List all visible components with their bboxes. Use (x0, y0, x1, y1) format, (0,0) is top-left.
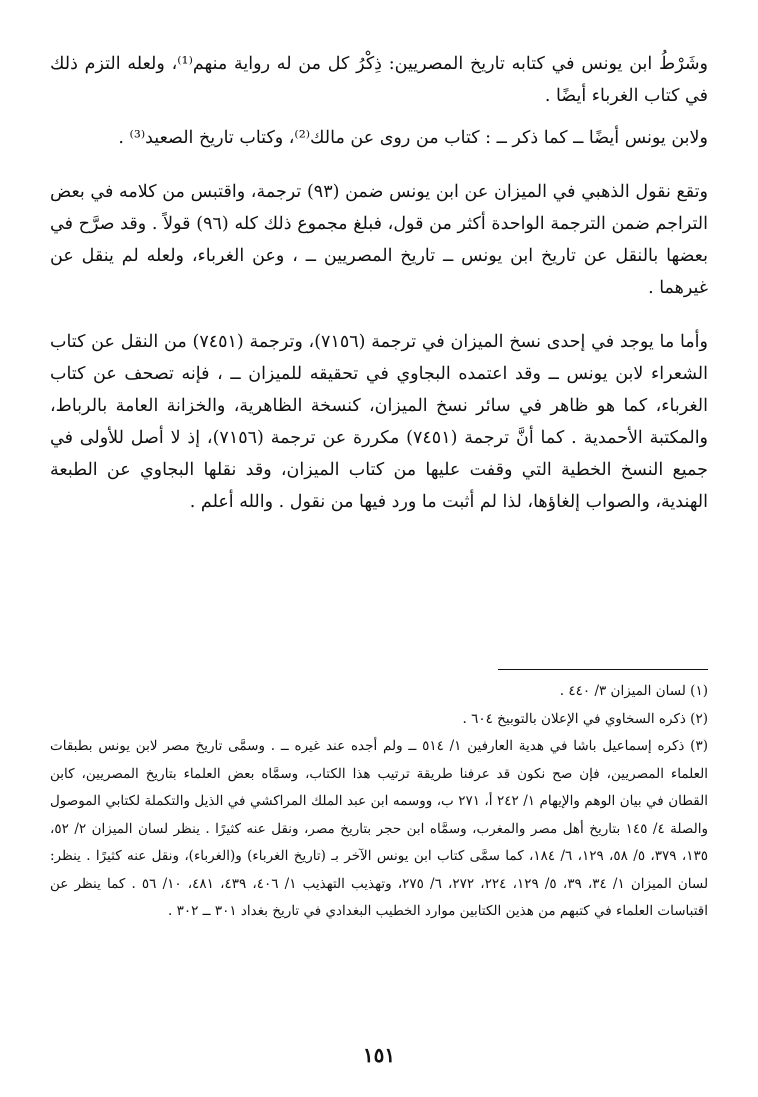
paragraph-4: وأما ما يوجد في إحدى نسخ الميزان في ترجمة (٧١٥٦)، وترجمة (٧٤٥١) من النقل عن كتاب الشعراء لابن يونس ــ وقد اعتمده البجاوي في تحقيقه للميزان ــ ، فإنه تصحف عن كتاب الغرباء، كما هو ظاهر في سائر نسخ الميزان، كنسخة الظاهرية، والخزانة العامة بالرباط، والمكتبة الأحمدية . كما أنَّ ترجمة (٧٤٥١) مكررة عن ترجمة (٧١٥٦)، إذ لا أصل للأولى في جميع النسخ الخطية التي وقفت عليها من كتاب الميزان، وقد نقلها البجاوي عن الطبعة الهندية، والصواب إلغاؤها، لذا لم أثبت ما ورد فيها من نقول . والله أعلم . (50, 332, 709, 512)
paragraph-3: وتقع نقول الذهبي في الميزان عن ابن يونس ضمن (٩٣) ترجمة، واقتبس من كلامه في بعض التراجم ضمن الترجمة الواحدة أكثر من قول، فبلغ مجموع ذلك كله (٩٦) قولاً . وقد صرَّح في بعضها بالنقل عن تاريخ ابن يونس ــ تاريخ المصريين ــ ، وعن الغرباء، ولعله لم ينقل عن غيرهما . (50, 182, 708, 298)
paragraph-1: وشَرْطُ ابن يونس في كتابه تاريخ المصريين: ذِكْرُ كل من له رواية منهم⁽¹⁾، ولعله التزم ذلك في كتاب الغرباء أيضًا . (50, 54, 709, 106)
main-text (50, 48, 708, 518)
page-number: ١٥١ (362, 1043, 396, 1067)
paragraph-2: ولابن يونس أيضًا ــ كما ذكر ــ : كتاب من روى عن مالك⁽²⁾، وكتاب تاريخ الصعيد⁽³⁾ . (118, 128, 708, 148)
footnote-separator (498, 669, 708, 670)
footnote-1: (١) لسان الميزان ٣/ ٤٤٠ . (559, 683, 708, 699)
footnote-3: (٣) ذكره إسماعيل باشا في هدية العارفين ١/ ٥١٤ ــ ولم أجده عند غيره ــ . وسمَّى تاريخ مصر لابن يونس بطبقات العلماء المصريين، فإن صح نكون قد عرفنا طريقة ترتيب هذا الكتاب، وسمَّاه بعض العلماء بتاريخ المصريين، كابن القطان في بيان الوهم والإيهام ١/ ٢٤٢ أ، ٢٧١ ب، ووسمه ابن عبد الملك المراكشي في الذيل والتكملة لكتابي الموصول والصلة ٤/ ١٤٥ بتاريخ أهل مصر والمغرب، وسمَّاه ابن حجر بتاريخ مصر، ونقل عنه كثيرًا . ينظر لسان الميزان ٢/ ٥٢، ١٣٥، ٣٧٩، ٥/ ٥٨، ١٢٩، ٦/ ١٨٤، كما سمَّى كتاب ابن يونس الآخر بـ (تاريخ الغرباء) و(الغرباء)، ونقل عنه كثيرًا . ينظر: لسان الميزان ١/ ٣٤، ٣٩، ٥/ ١٢٩، ٢٢٤، ٢٧٢، ٦/ ٢٧٥، وتهذيب التهذيب ١/ ٤٠٦، ٤٣٩، ٤٨١، ١٠/ ٥٦ . كما ينظر عن اقتباسات العلماء في كتبهم من هذين الكتابين موارد الخطيب البغدادي في تاريخ بغداد ٣٠١ ــ ٣٠٢ . (50, 738, 709, 919)
footnotes (50, 678, 708, 926)
footnote-2: (٢) ذكره السخاوي في الإعلان بالتوبيخ ٦٠٤ . (462, 710, 708, 727)
